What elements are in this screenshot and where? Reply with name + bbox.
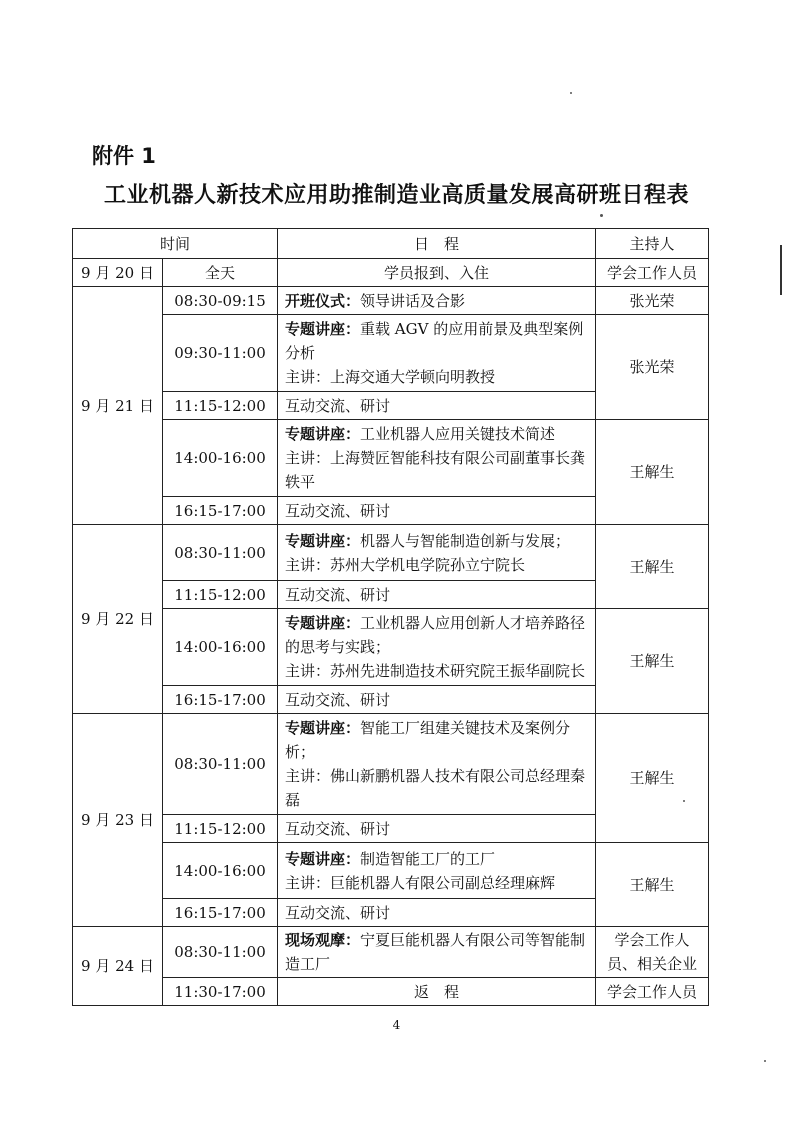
time-cell: 16:15-17:00 — [163, 686, 278, 714]
agenda-text: 工业机器人应用创新人才培养路径的思考与实践； — [285, 614, 586, 656]
time-cell: 11:15-12:00 — [163, 815, 278, 843]
agenda-cell: 互动交流、研讨 — [278, 899, 596, 927]
agenda-text: 机器人与智能制造创新与发展； — [360, 531, 571, 550]
agenda-keyword: 专题讲座： — [285, 849, 361, 868]
speaker-text: 主讲：巨能机器人有限公司副总经理麻辉 — [285, 873, 556, 892]
time-cell: 16:15-17:00 — [163, 899, 278, 927]
time-cell: 11:15-12:00 — [163, 392, 278, 420]
speaker-text: 主讲：佛山新鹏机器人技术有限公司总经理秦磊 — [285, 767, 586, 809]
page-number: 4 — [392, 1018, 401, 1032]
table-row — [73, 525, 709, 581]
table-row — [73, 714, 709, 815]
agenda-keyword: 专题讲座： — [285, 531, 361, 550]
agenda-cell — [278, 315, 596, 392]
attachment-label: 附件 1 — [92, 144, 156, 168]
time-cell: 08:30-09:15 — [163, 287, 278, 315]
agenda-keyword: 专题讲座： — [285, 320, 361, 338]
table-row — [73, 927, 709, 978]
host-cell: 张光荣 — [596, 315, 709, 420]
time-cell: 09:30-11:00 — [163, 315, 278, 392]
scan-edge-mark — [780, 245, 782, 295]
time-cell: 11:30-17:00 — [163, 978, 278, 1006]
speaker-text: 主讲：苏州先进制造技术研究院王振华副院长 — [285, 662, 586, 680]
agenda-keyword: 现场观摩： — [285, 931, 361, 949]
agenda-text: 重载 AGV 的应用前景及典型案例分析 — [285, 320, 584, 362]
date-cell: 9 月 24 日 — [73, 927, 163, 1006]
time-cell: 08:30-11:00 — [163, 927, 278, 978]
table-row — [73, 609, 709, 686]
agenda-text: 制造智能工厂的工厂 — [360, 849, 496, 868]
agenda-cell: 互动交流、研讨 — [278, 392, 596, 420]
scan-speck — [600, 214, 603, 217]
speaker-text: 主讲：上海赞匠智能科技有限公司副董事长龚轶平 — [285, 449, 586, 491]
time-cell: 14:00-16:00 — [163, 609, 278, 686]
agenda-text: 领导讲话及合影 — [360, 291, 466, 310]
table-row — [73, 259, 709, 287]
header-agenda: 日 程 — [278, 229, 596, 259]
agenda-text: 智能工厂组建关键技术及案例分析； — [285, 719, 571, 761]
host-cell: 王解生 — [596, 609, 709, 714]
header-host: 主持人 — [596, 229, 709, 259]
speaker-text: 主讲：苏州大学机电学院孙立宁院长 — [285, 555, 526, 574]
host-cell: 王解生 — [596, 843, 709, 927]
agenda-text: 工业机器人应用关键技术简述 — [360, 425, 556, 443]
date-cell: 9 月 21 日 — [73, 287, 163, 525]
agenda-cell — [278, 714, 596, 815]
agenda-cell: 返 程 — [278, 978, 596, 1006]
agenda-keyword: 专题讲座： — [285, 614, 361, 632]
table-row — [73, 287, 709, 315]
agenda-cell: 互动交流、研讨 — [278, 686, 596, 714]
time-cell: 14:00-16:00 — [163, 420, 278, 497]
agenda-cell: 互动交流、研讨 — [278, 581, 596, 609]
host-cell: 学会工作人员 — [596, 259, 709, 287]
agenda-cell: 互动交流、研讨 — [278, 497, 596, 525]
scan-speck — [764, 1060, 766, 1062]
agenda-text: 宁夏巨能机器人有限公司等智能制造工厂 — [285, 931, 586, 973]
agenda-cell — [278, 525, 596, 581]
agenda-cell — [278, 609, 596, 686]
date-cell: 9 月 20 日 — [73, 259, 163, 287]
host-cell: 王解生 — [596, 420, 709, 525]
time-cell: 16:15-17:00 — [163, 497, 278, 525]
agenda-cell — [278, 843, 596, 899]
speaker-text: 主讲：上海交通大学顿向明教授 — [285, 368, 496, 386]
scan-speck — [683, 800, 685, 802]
agenda-keyword: 专题讲座： — [285, 425, 361, 443]
time-cell: 14:00-16:00 — [163, 843, 278, 899]
time-cell: 08:30-11:00 — [163, 525, 278, 581]
table-header-row — [73, 229, 709, 259]
agenda-cell: 学员报到、入住 — [278, 259, 596, 287]
table-row — [73, 420, 709, 497]
scan-speck — [570, 92, 572, 94]
table-row — [73, 978, 709, 1006]
agenda-cell — [278, 927, 596, 978]
schedule-table — [72, 228, 709, 1006]
time-cell: 全天 — [163, 259, 278, 287]
host-cell: 王解生 — [596, 714, 709, 843]
agenda-keyword: 专题讲座： — [285, 719, 361, 737]
document-title: 工业机器人新技术应用助推制造业高质量发展高研班日程表 — [103, 183, 689, 208]
header-time: 时间 — [73, 229, 278, 259]
agenda-cell: 互动交流、研讨 — [278, 815, 596, 843]
date-cell: 9 月 23 日 — [73, 714, 163, 927]
date-cell: 9 月 22 日 — [73, 525, 163, 714]
agenda-cell — [278, 420, 596, 497]
table-row — [73, 315, 709, 392]
host-cell: 王解生 — [596, 525, 709, 609]
time-cell: 08:30-11:00 — [163, 714, 278, 815]
host-cell: 张光荣 — [596, 287, 709, 315]
host-cell: 学会工作人员 — [596, 978, 709, 1006]
host-cell: 学会工作人员、相关企业 — [596, 927, 709, 978]
agenda-cell — [278, 287, 596, 315]
table-row — [73, 843, 709, 899]
agenda-keyword: 开班仪式： — [285, 291, 361, 310]
time-cell: 11:15-12:00 — [163, 581, 278, 609]
